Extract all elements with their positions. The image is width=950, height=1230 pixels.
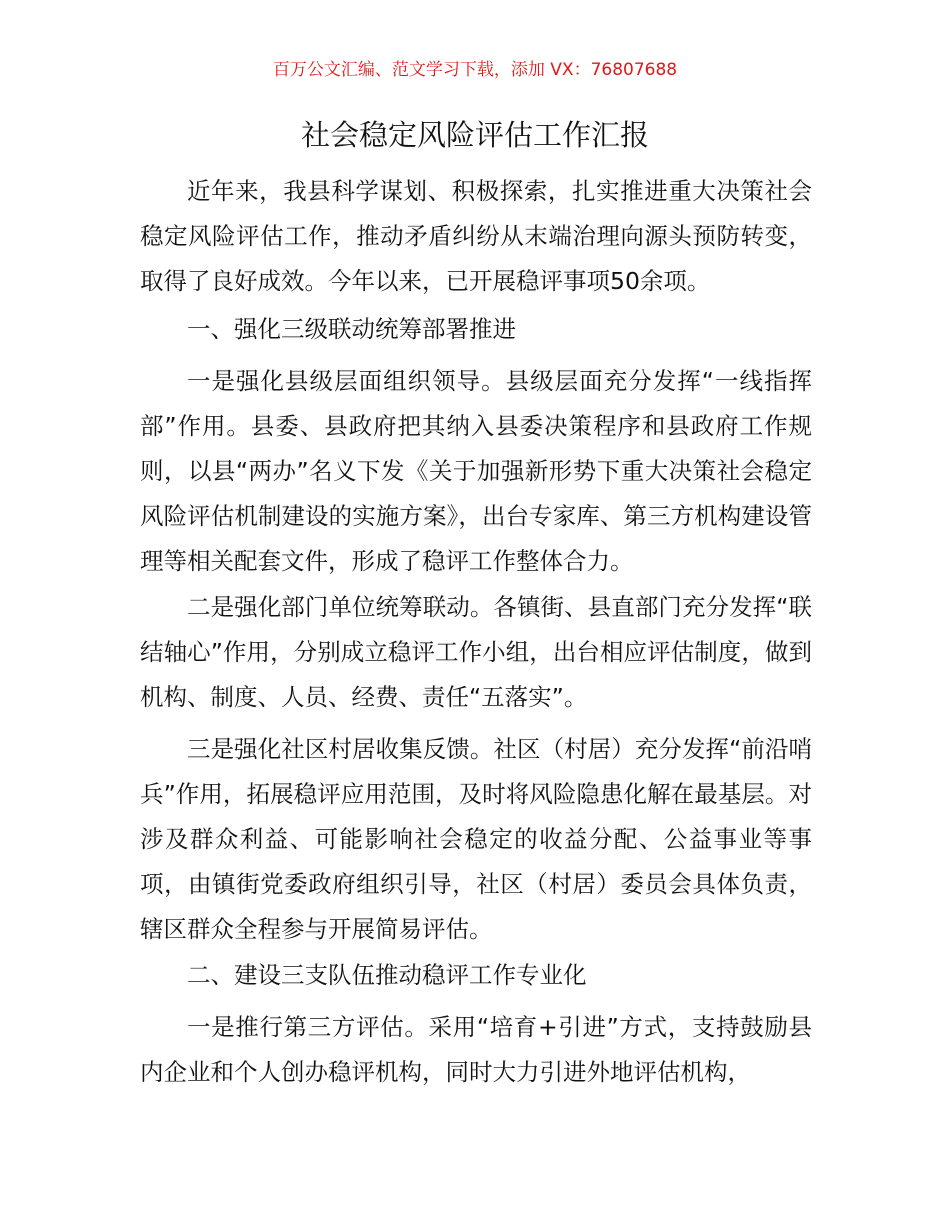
header-watermark-note: 百万公文汇编、范文学习下载，添加 VX：76807688 xyxy=(272,60,678,80)
paragraph-intro: 近年来，我县科学谋划、积极探索，扎实推进重大决策社会稳定风险评估工作，推动矛盾纠纷从末端治理向源头预防转变，取得了良好成效。今年以来，已开展稳评事项50余项。 xyxy=(140,177,812,295)
document-title: 社会稳定风险评估工作汇报 xyxy=(300,118,649,152)
paragraph-county-level: 一是强化县级层面组织领导。县级层面充分发挥“一线指挥部”作用。县委、县政府把其纳入县委决策程序和县政府工作规则，以县“两办”名义下发《关于加强新形势下重大决策社会稳定风险评估机制建设的实施方案》，出台专家库、第三方机构建设管理等相关配套文件，形成了稳评工作整体合力。 xyxy=(140,367,812,575)
paragraph-community: 三是强化社区村居收集反馈。社区（村居）充分发挥“前沿哨兵”作用，拓展稳评应用范围，及时将风险隐患化解在最基层。对涉及群众利益、可能影响社会稳定的收益分配、公益事业等事项，由镇街党委政府组织引导，社区（村居）委员会具体负责，辖区群众全程参与开展简易评估。 xyxy=(140,735,812,943)
section-heading-1: 一、强化三级联动统筹部署推进 xyxy=(187,315,516,343)
section-heading-2: 二、建设三支队伍推动稳评工作专业化 xyxy=(187,961,587,989)
paragraph-departments: 二是强化部门单位统筹联动。各镇街、县直部门充分发挥“联结轴心”作用，分别成立稳评工作小组，出台相应评估制度，做到机构、制度、人员、经费、责任“五落实”。 xyxy=(140,593,812,711)
paragraph-third-party: 一是推行第三方评估。采用“培育+引进”方式，支持鼓励县内企业和个人创办稳评机构，同时大力引进外地评估机构， xyxy=(140,1013,812,1086)
